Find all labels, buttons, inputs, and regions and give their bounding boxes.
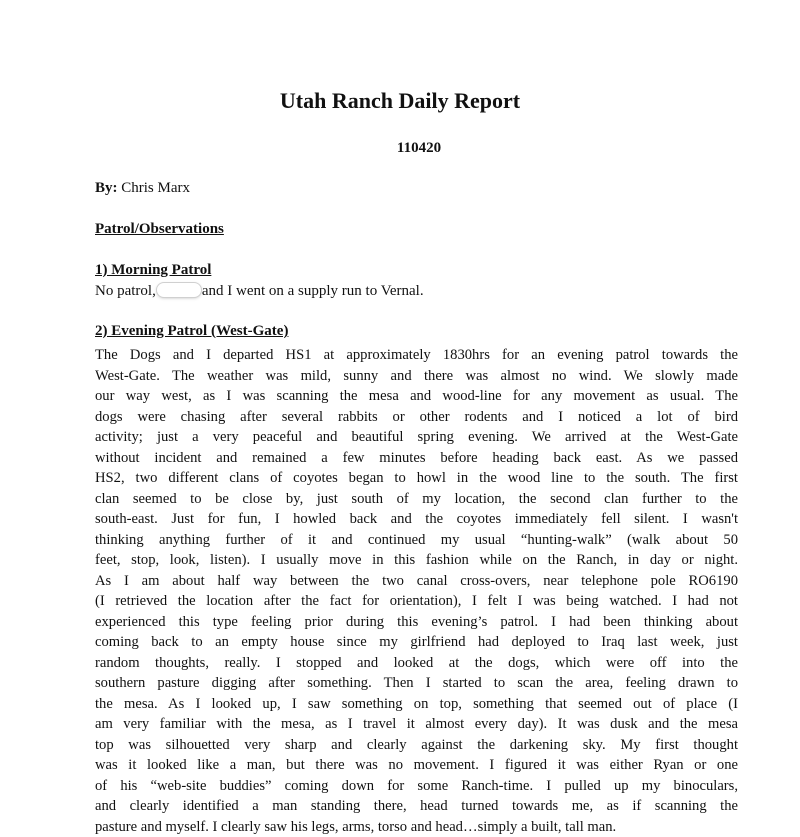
body-line: our way west, as I was scanning the mesa and wood-line for any movement as usual. The	[95, 386, 738, 407]
body-line: clan seemed to be close by, just south of my location, the second clan further to the	[95, 489, 738, 510]
body-line: of his “web-site buddies” coming down for some Ranch-time. I pulled up my binoculars,	[95, 776, 738, 797]
body-line: activity; just a very peaceful and beautiful spring evening. We arrived at the West-Gate	[95, 427, 738, 448]
author-name: Chris Marx	[121, 180, 190, 196]
morning-patrol-text	[95, 283, 424, 300]
morning-text-before: No patrol,	[95, 283, 156, 299]
body-line: south-east. Just for fun, I howled back and the coyotes immediately fell silent. I wasn't	[95, 509, 738, 530]
evening-patrol-heading: 2) Evening Patrol (West-Gate)	[95, 323, 288, 340]
body-line: West-Gate. The weather was mild, sunny and there was almost no wind. We slowly made	[95, 366, 738, 387]
report-title: Utah Ranch Daily Report	[0, 88, 800, 114]
evening-patrol-body	[95, 345, 738, 837]
body-line: the mesa. As I looked up, I saw something on top, something that seemed out of place (I	[95, 694, 738, 715]
body-line: am very familiar with the mesa, as I travel it almost every day). It was dusk and the mesa	[95, 714, 738, 735]
body-line: and clearly identified a man standing there, head turned towards me, as if scanning the	[95, 796, 738, 817]
section-heading: Patrol/Observations	[95, 221, 224, 238]
body-line: (I retrieved the location after the fact for orientation), I felt I was being watched. I had not	[95, 591, 738, 612]
body-line: top was silhouetted very sharp and clearly against the darkening sky. My first thought	[95, 735, 738, 756]
morning-patrol-heading: 1) Morning Patrol	[95, 262, 211, 279]
body-line: random thoughts, really. I stopped and looked at the dogs, which were off into the	[95, 653, 738, 674]
body-line: feet, stop, look, listen). I usually move in this fashion while on the Ranch, in day or night.	[95, 550, 738, 571]
body-line: thinking anything further of it and continued my usual “hunting-walk” (walk about 50	[95, 530, 738, 551]
body-line: dogs were chasing after several rabbits or other rodents and I noticed a lot of bird	[95, 407, 738, 428]
morning-text-after: and I went on a supply run to Vernal.	[202, 283, 424, 299]
body-line: coming back to an empty house since my girlfriend had deployed to Iraq last week, just	[95, 632, 738, 653]
body-line: was it looked like a man, but there was no movement. I figured it was either Ryan or one	[95, 755, 738, 776]
byline	[95, 180, 190, 197]
report-id: 110420	[0, 140, 800, 157]
body-line: experienced this type feeling prior during this evening’s patrol. I had been thinking about	[95, 612, 738, 633]
body-line: As I am about half way between the two canal cross-overs, near telephone pole RO6190	[95, 571, 738, 592]
body-line: pasture and myself. I clearly saw his legs, arms, torso and head…simply a built, tall man.	[95, 817, 738, 837]
redaction-mark	[157, 283, 201, 297]
body-line: without incident and remained a few minutes before heading back east. As we passed	[95, 448, 738, 469]
by-label: By:	[95, 180, 118, 196]
body-line: The Dogs and I departed HS1 at approximately 1830hrs for an evening patrol towards the	[95, 345, 738, 366]
body-line: HS2, two different clans of coyotes began to howl in the wood line to the south. The first	[95, 468, 738, 489]
body-line: southern pasture digging after something. Then I started to scan the area, feeling drawn to	[95, 673, 738, 694]
